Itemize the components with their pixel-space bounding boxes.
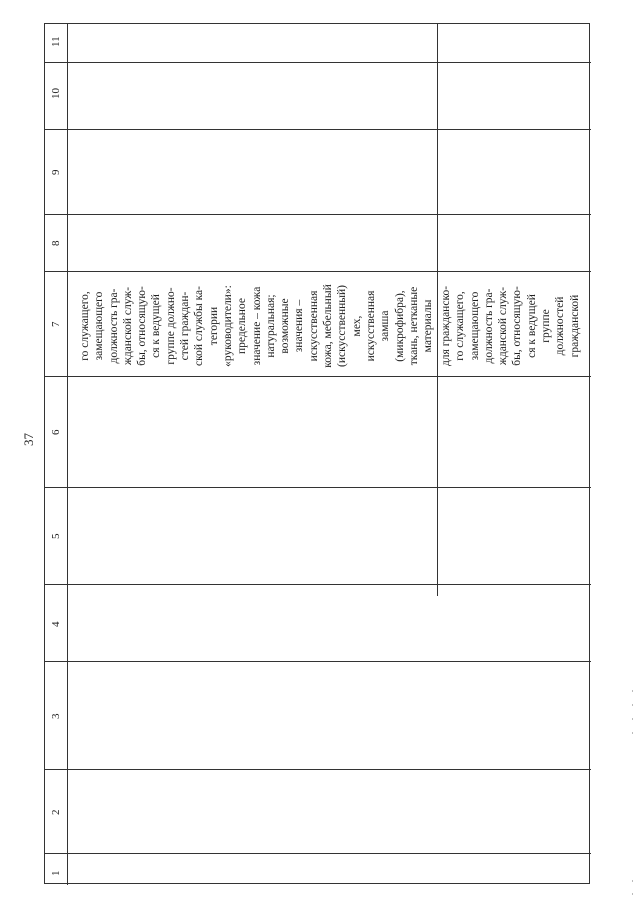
- scan-speck: [632, 690, 633, 692]
- header-row-divider: [67, 24, 68, 885]
- column-number: 5: [50, 533, 62, 539]
- column-number: 2: [50, 809, 62, 815]
- scan-speck: [632, 718, 633, 720]
- column-number: 3: [50, 713, 62, 719]
- column-number: 10: [50, 88, 62, 99]
- data-table: [44, 23, 590, 884]
- column-number: 11: [50, 36, 62, 47]
- column-divider: [45, 584, 591, 585]
- column-number: 9: [50, 169, 62, 175]
- scan-speck: [632, 732, 633, 734]
- column-divider: [45, 214, 591, 215]
- page-number: 37: [21, 433, 36, 446]
- column-divider: [45, 661, 591, 662]
- col7-row2-text: для гражданско- го служащего, замещающего должность гра- жданской служ- бы, относящую- ся к ведущей группе должностей гражданской: [440, 285, 581, 367]
- column-divider: [45, 853, 591, 854]
- column-divider: [45, 769, 591, 770]
- scan-speck: [632, 893, 633, 895]
- column-divider: [45, 129, 591, 130]
- column-number: 1: [50, 870, 62, 876]
- row-divider: [437, 24, 438, 596]
- column-divider: [45, 271, 591, 272]
- column-number: 8: [50, 240, 62, 246]
- column-divider: [45, 487, 591, 488]
- scan-speck: [632, 704, 633, 706]
- col7-row1-text: го служащего, замещающего должность гра- жданской служ- бы, относящую- ся к ведущей группе должно- стей граждан- ской службы ка- тегории «руководители»: предельное значение – кожа натуральная; возможные значения – искусственная кожа, мебельный (искусственный) мех, искусственная замша (микрофибра), ткань, нетканые материалы: [79, 284, 435, 368]
- column-divider: [45, 62, 591, 63]
- scan-speck: [632, 880, 633, 882]
- column-number: 7: [50, 321, 62, 327]
- column-number: 6: [50, 429, 62, 435]
- column-number: 4: [50, 621, 62, 627]
